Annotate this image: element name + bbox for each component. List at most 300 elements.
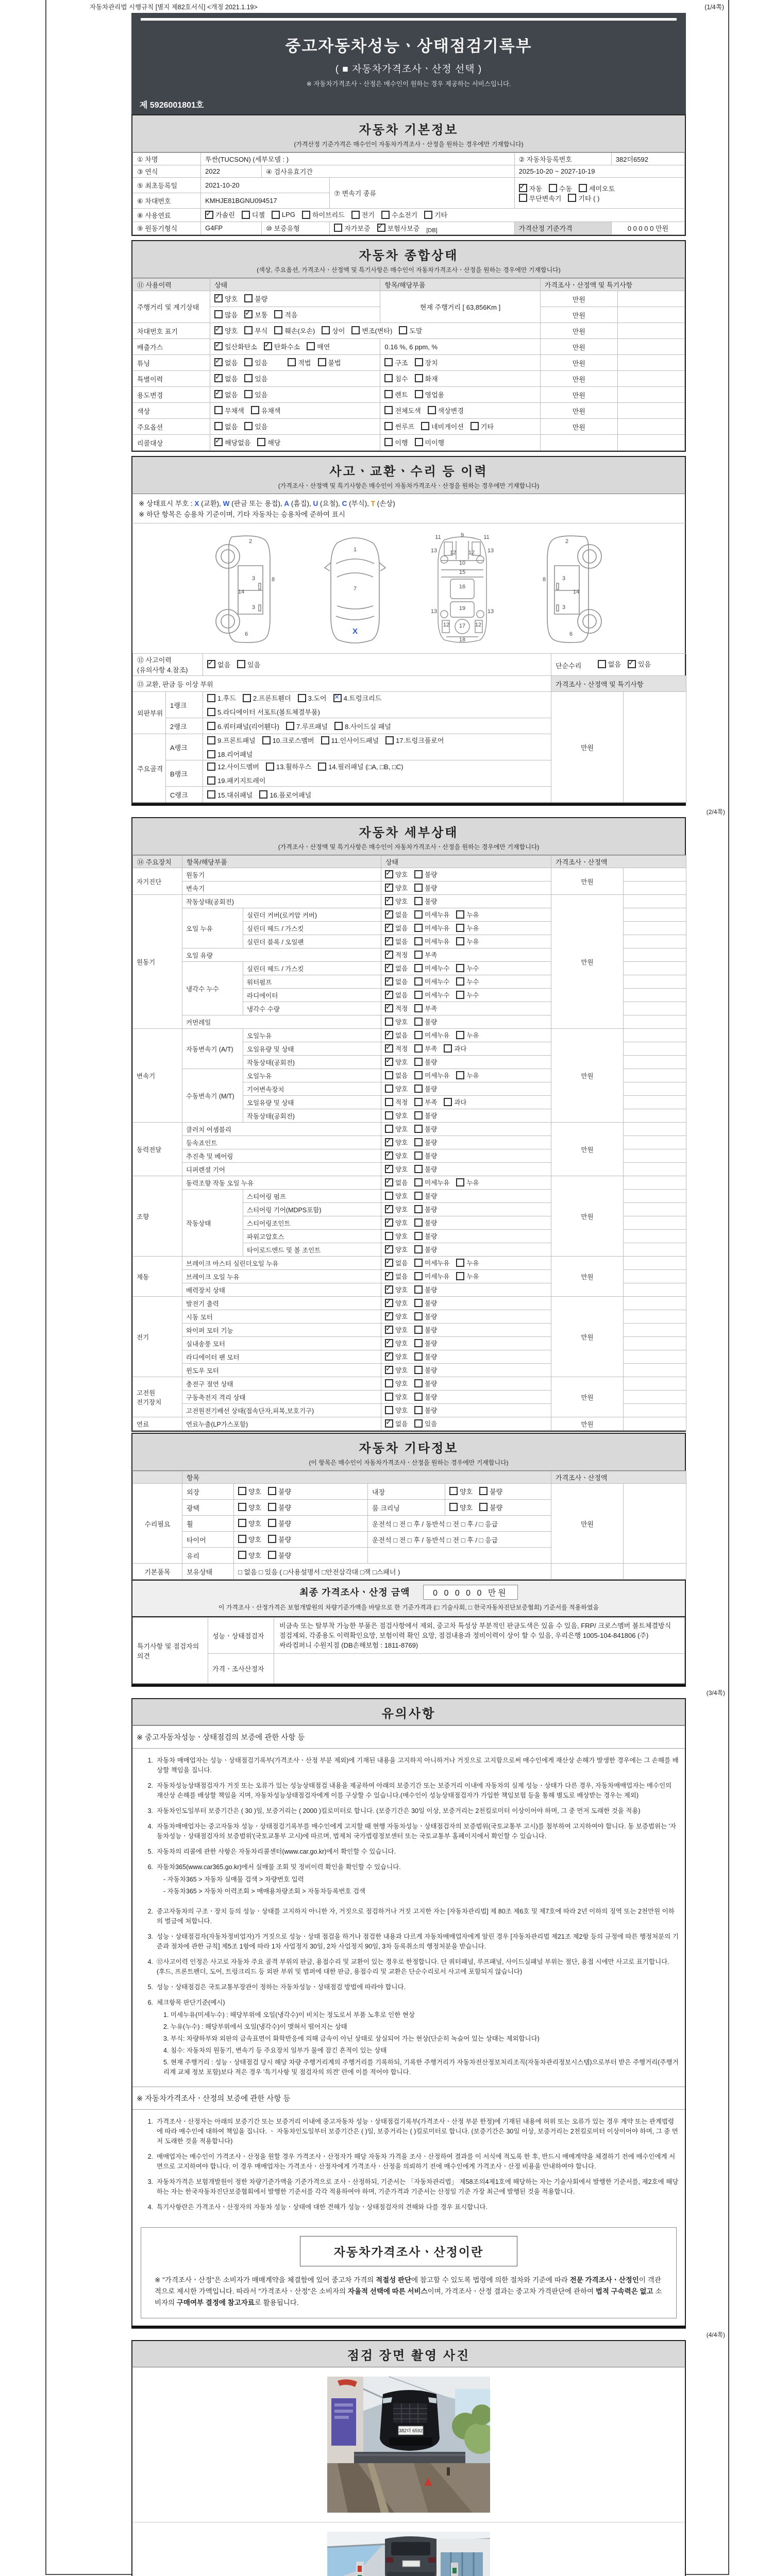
checkbox-label: 14.필러패널 (□A, □B, □C) xyxy=(328,763,404,771)
section-overall-title: 자동차 종합상태 xyxy=(359,249,459,263)
item-label: 실린더 헤드 / 가스킷 xyxy=(243,922,381,935)
checkbox[interactable] xyxy=(456,924,464,932)
checkbox[interactable] xyxy=(244,374,253,382)
checkbox-label: 탄화수소 xyxy=(274,343,300,351)
section-detail-note: (가격조사ㆍ산정액 및 특기사항은 매수인이 자동차가격조사ㆍ산정을 원하는 경우에만 기재합니다) xyxy=(278,843,540,851)
checkbox[interactable] xyxy=(414,1406,423,1414)
checkbox[interactable] xyxy=(385,1058,393,1066)
checkbox-option xyxy=(238,1486,261,1496)
checkbox[interactable] xyxy=(385,1285,393,1294)
checkbox-label: 있음 xyxy=(425,1420,438,1428)
checkbox-label: 적정 xyxy=(395,1045,408,1053)
checkbox[interactable] xyxy=(414,1071,423,1079)
checkbox[interactable] xyxy=(414,1232,423,1240)
checkbox[interactable] xyxy=(385,1111,393,1120)
checkbox[interactable] xyxy=(414,1285,423,1294)
checkbox[interactable] xyxy=(414,884,423,892)
checkbox[interactable] xyxy=(414,897,423,905)
checkbox[interactable] xyxy=(449,1503,458,1511)
checkbox-option xyxy=(385,923,408,933)
checkbox[interactable] xyxy=(244,326,253,334)
checkbox-option xyxy=(385,1004,408,1013)
checkbox[interactable] xyxy=(238,1535,246,1543)
checkbox[interactable] xyxy=(384,374,393,382)
usage-history-row xyxy=(133,371,685,387)
checkbox-option xyxy=(268,1518,291,1528)
checkbox-option xyxy=(377,223,420,233)
checkbox-label: 양호 xyxy=(395,1299,408,1307)
checkbox[interactable] xyxy=(207,750,215,758)
checkbox[interactable] xyxy=(214,326,223,334)
checkbox[interactable] xyxy=(214,390,223,398)
price-cell: 만원 xyxy=(551,692,624,803)
checkbox[interactable] xyxy=(384,422,393,430)
note-cell xyxy=(624,1190,686,1203)
detail-row xyxy=(133,868,686,882)
pricing-text-segment: 에 참고할 수 있도록 법령에 의한 절차와 기준에 따라 xyxy=(411,2276,570,2284)
checkbox[interactable] xyxy=(444,1044,452,1053)
notice-item-number: 4. xyxy=(147,1823,153,1830)
checkbox[interactable] xyxy=(318,762,326,771)
damage-x-mark-trunk-lid: X xyxy=(352,627,358,636)
checkbox[interactable] xyxy=(456,937,464,945)
checkbox[interactable] xyxy=(272,211,280,219)
checkbox[interactable] xyxy=(385,1084,393,1093)
checkbox-label: 불량 xyxy=(490,1503,503,1512)
checkbox[interactable] xyxy=(207,660,215,668)
pricing-bold-text: 법적 구속력은 없고 xyxy=(595,2287,653,2295)
checkbox[interactable] xyxy=(414,1259,423,1267)
checkbox[interactable] xyxy=(207,776,215,785)
item-label: 라디에이터 xyxy=(243,989,381,1002)
checkbox[interactable] xyxy=(259,790,267,799)
checkbox[interactable] xyxy=(266,762,274,771)
note-cell xyxy=(617,339,684,355)
checkbox[interactable] xyxy=(274,310,282,318)
checkbox[interactable] xyxy=(385,1352,393,1361)
document-subtitle: ( ■ 자동차가격조사ㆍ산정 선택 ) xyxy=(335,64,482,75)
final-price-label: 최종 가격조사ㆍ산정 금액 xyxy=(299,1587,410,1598)
checkbox[interactable] xyxy=(334,224,342,232)
fuel-type-options xyxy=(201,209,685,222)
checkbox-label: 불량 xyxy=(425,1125,438,1133)
checkbox[interactable] xyxy=(385,1326,393,1334)
checkbox-label: 양호 xyxy=(395,1085,408,1093)
checkbox[interactable] xyxy=(385,1232,393,1240)
checkbox[interactable] xyxy=(214,358,223,366)
checkbox[interactable] xyxy=(243,694,251,702)
checkbox[interactable] xyxy=(207,722,215,730)
checkbox-option xyxy=(214,405,244,415)
detail-row xyxy=(133,895,686,908)
etc-head-price: 가격조사ㆍ산정액 xyxy=(551,1471,686,1484)
checkbox[interactable] xyxy=(244,422,253,430)
checkbox[interactable] xyxy=(415,390,423,398)
checkbox-option xyxy=(244,326,267,335)
checkbox[interactable] xyxy=(456,1272,464,1280)
checkbox[interactable] xyxy=(207,694,215,702)
checkbox[interactable] xyxy=(334,722,343,730)
checkbox[interactable] xyxy=(598,660,606,668)
checkbox[interactable] xyxy=(264,342,272,350)
checkbox[interactable] xyxy=(414,1326,423,1334)
checkbox[interactable] xyxy=(414,1192,423,1200)
checkbox-option xyxy=(318,358,341,367)
checkbox[interactable] xyxy=(628,660,636,668)
checkbox[interactable] xyxy=(519,194,527,202)
checkbox[interactable] xyxy=(238,1551,246,1559)
checkbox-label: 누유 xyxy=(466,1031,479,1039)
checkbox[interactable] xyxy=(414,910,423,919)
checkbox[interactable] xyxy=(456,910,464,919)
checkbox-label: 무채색 xyxy=(225,406,244,415)
checkbox[interactable] xyxy=(351,326,360,334)
checkbox[interactable] xyxy=(384,406,393,414)
checkbox-label: 불량 xyxy=(425,1406,438,1414)
checkbox[interactable] xyxy=(207,708,215,716)
note-cell xyxy=(624,1069,686,1082)
notice-item-number: 2. xyxy=(147,1782,153,1789)
checkbox[interactable] xyxy=(214,438,223,446)
diagram-part-number: 1 xyxy=(353,547,357,553)
checkbox[interactable] xyxy=(414,1218,423,1227)
checkbox-option xyxy=(414,1365,437,1375)
final-price-note: 이 가격조사ㆍ산정가격은 보험개발원의 차량기준가액을 바탕으로 한 기준가격과 (□ 기술사회, □ 한국자동차진단보증협회) 기준서를 적용하였음 xyxy=(218,1604,599,1611)
checkbox[interactable] xyxy=(321,736,329,744)
checkbox[interactable] xyxy=(456,1259,464,1267)
checkbox[interactable] xyxy=(414,1178,423,1187)
checkbox[interactable] xyxy=(244,358,253,366)
checkbox[interactable] xyxy=(414,1084,423,1093)
note-cell xyxy=(624,1149,686,1163)
checkbox[interactable] xyxy=(414,1272,423,1280)
notice-item-text: 특기사항란은 가격조사ㆍ산정자의 자동차 성능ㆍ상태에 대한 견해가 성능ㆍ상태점검자의 견해와 다를 경우 표시합니다. xyxy=(157,2204,488,2211)
checkbox[interactable] xyxy=(414,1004,423,1012)
checkbox[interactable] xyxy=(385,1259,393,1267)
checkbox[interactable] xyxy=(268,1503,276,1511)
checkbox-option xyxy=(318,761,403,771)
checkbox[interactable] xyxy=(414,1098,423,1106)
checkbox[interactable] xyxy=(385,870,393,878)
checkbox-option xyxy=(414,1325,437,1334)
checkbox-option xyxy=(414,937,449,946)
checkbox[interactable] xyxy=(456,1031,464,1039)
checkbox[interactable] xyxy=(307,342,315,350)
pricing-text-segment: 이며, 가격조사ㆍ산정 결과는 중고차 가격판단에 관하여 xyxy=(427,2287,596,2295)
checkbox[interactable] xyxy=(286,722,294,730)
checkbox[interactable] xyxy=(257,438,265,446)
checkbox[interactable] xyxy=(214,422,223,430)
checkbox[interactable] xyxy=(456,1071,464,1079)
checkbox-option xyxy=(385,910,408,919)
checkbox[interactable] xyxy=(414,870,423,878)
checkbox[interactable] xyxy=(414,1125,423,1133)
item-label: 브레이크 오일 누유 xyxy=(182,1270,381,1283)
checkbox[interactable] xyxy=(424,211,432,219)
repair-position-options: 운전석 □ 전 □ 후 / 동반석 □ 전 □ 후 / □ 응급 xyxy=(368,1516,551,1532)
checkbox[interactable] xyxy=(251,406,259,414)
checkbox[interactable] xyxy=(385,1165,393,1173)
note-cell xyxy=(624,989,686,1002)
checkbox-label: 하이브리드 xyxy=(312,211,345,219)
checkbox-label: 누유 xyxy=(466,1259,479,1267)
detail-condition-table xyxy=(132,855,686,1431)
item-label: 냉각수 수량 xyxy=(243,1002,381,1015)
checkbox[interactable] xyxy=(579,184,587,192)
checkbox[interactable] xyxy=(456,977,464,986)
notice-item xyxy=(140,2177,679,2197)
checkbox[interactable] xyxy=(414,964,423,972)
checkbox[interactable] xyxy=(205,211,213,219)
model-year-value: 2022 xyxy=(201,165,262,178)
checkbox[interactable] xyxy=(470,422,479,430)
checkbox[interactable] xyxy=(414,1312,423,1320)
checkbox[interactable] xyxy=(414,937,423,945)
checkbox[interactable] xyxy=(414,1151,423,1160)
checkbox-label: 불량 xyxy=(425,1058,438,1066)
checkbox[interactable] xyxy=(244,390,253,398)
checkbox[interactable] xyxy=(238,1503,246,1511)
checkbox[interactable] xyxy=(415,374,423,382)
note-cell xyxy=(617,355,684,371)
checkbox[interactable] xyxy=(385,977,393,986)
checkbox[interactable] xyxy=(385,937,393,945)
checkbox[interactable] xyxy=(244,310,253,318)
checkbox[interactable] xyxy=(385,924,393,932)
checkbox[interactable] xyxy=(414,1245,423,1253)
checkbox[interactable] xyxy=(384,390,393,398)
checkbox-label: 기타 ( ) xyxy=(578,194,600,202)
inspection-photo-front-underbody xyxy=(327,2372,490,2517)
checkbox[interactable] xyxy=(568,194,576,202)
checkbox[interactable] xyxy=(414,1018,423,1026)
checkbox[interactable] xyxy=(214,374,223,382)
checkbox[interactable] xyxy=(244,294,253,302)
checkbox[interactable] xyxy=(385,1218,393,1227)
checkbox-option xyxy=(214,389,238,399)
checkbox[interactable] xyxy=(414,1339,423,1347)
repair-item-options xyxy=(234,1484,368,1500)
checkbox[interactable] xyxy=(214,342,223,350)
checkbox[interactable] xyxy=(238,1519,246,1527)
checkbox[interactable] xyxy=(421,422,429,430)
checkbox[interactable] xyxy=(384,438,393,446)
checkbox-label: 양호 xyxy=(225,295,238,303)
checkbox[interactable] xyxy=(377,224,385,232)
status-cell xyxy=(381,922,551,935)
panel-abnormal-label: ⑬ 교환, 판금 등 이상 부위 xyxy=(133,676,551,692)
checkbox[interactable] xyxy=(385,964,393,972)
checkbox[interactable] xyxy=(302,211,310,219)
checkbox-option xyxy=(207,761,259,771)
checkbox-label: 불량 xyxy=(425,1206,438,1213)
checkbox-option xyxy=(207,707,320,717)
checkbox[interactable] xyxy=(456,991,464,999)
checkbox-label: 미세누수 xyxy=(425,978,450,986)
repair-item-options xyxy=(368,1548,551,1564)
checkbox[interactable] xyxy=(262,736,271,744)
checkbox[interactable] xyxy=(207,736,215,744)
checkbox[interactable] xyxy=(414,1366,423,1374)
checkbox[interactable] xyxy=(399,326,407,334)
checkbox[interactable] xyxy=(268,1535,276,1543)
rank-label: C랭크 xyxy=(166,787,203,803)
checkbox[interactable] xyxy=(414,1393,423,1401)
checkbox[interactable] xyxy=(479,1487,488,1495)
item-cell: 현재 주행거리 [ 63,856Km ] xyxy=(380,291,540,323)
checkbox[interactable] xyxy=(385,1205,393,1213)
note-cell xyxy=(617,371,684,387)
checkbox-label: 양호 xyxy=(248,1487,262,1496)
checkbox[interactable] xyxy=(549,184,557,192)
checkbox[interactable] xyxy=(381,211,390,219)
checkbox-label: 부족 xyxy=(425,951,438,959)
checkbox[interactable] xyxy=(414,991,423,999)
checkbox[interactable] xyxy=(385,1272,393,1280)
checkbox-label: 양호 xyxy=(395,1192,408,1200)
checkbox[interactable] xyxy=(385,1393,393,1401)
item-label: 기어변속장치 xyxy=(243,1082,381,1096)
checkbox[interactable] xyxy=(385,897,393,905)
legend-text: (교환), xyxy=(199,500,223,507)
checkbox[interactable] xyxy=(237,660,245,668)
section-etc-header xyxy=(131,1433,686,1471)
checkbox[interactable] xyxy=(414,977,423,986)
checkbox[interactable] xyxy=(449,1487,458,1495)
checkbox[interactable] xyxy=(415,438,423,446)
checkbox[interactable] xyxy=(268,1519,276,1527)
checkbox[interactable] xyxy=(385,1379,393,1387)
checkbox[interactable] xyxy=(385,1245,393,1253)
checkbox[interactable] xyxy=(385,1004,393,1012)
checkbox[interactable] xyxy=(385,884,393,892)
checkbox[interactable] xyxy=(414,951,423,959)
checkbox[interactable] xyxy=(385,1071,393,1079)
checkbox-option xyxy=(424,210,447,219)
checkbox[interactable] xyxy=(318,358,326,366)
overall-table-frame xyxy=(131,278,686,452)
checkbox[interactable] xyxy=(268,1487,276,1495)
checkbox-option xyxy=(415,374,438,383)
checkbox[interactable] xyxy=(385,1366,393,1374)
checkbox[interactable] xyxy=(385,1018,393,1026)
checkbox-option xyxy=(519,183,542,193)
repair-item-label: 광택 xyxy=(182,1500,234,1516)
checkbox[interactable] xyxy=(385,1406,393,1414)
checkbox[interactable] xyxy=(214,406,223,414)
checkbox[interactable] xyxy=(414,1352,423,1361)
notice-subitem: 1. 미세누유(미세누수) : 해당부위에 오일(냉각수)이 비치는 정도로서 부품 노후로 인한 현상 xyxy=(163,2011,415,2019)
checkbox-option xyxy=(456,963,479,973)
checkbox[interactable] xyxy=(242,211,250,219)
checkbox[interactable] xyxy=(479,1503,488,1511)
checkbox-label: 영업용 xyxy=(425,391,445,399)
checkbox[interactable] xyxy=(385,1339,393,1347)
checkbox[interactable] xyxy=(385,1044,393,1053)
checkbox[interactable] xyxy=(207,762,215,771)
checkbox[interactable] xyxy=(456,964,464,972)
checkbox[interactable] xyxy=(444,1098,452,1106)
checkbox-option xyxy=(298,693,327,703)
checkbox[interactable] xyxy=(288,358,296,366)
checkbox[interactable] xyxy=(414,1205,423,1213)
checkbox[interactable] xyxy=(428,406,436,414)
diagram-part-number: 8 xyxy=(542,577,546,583)
checkbox[interactable] xyxy=(207,790,215,799)
pricing-bold-text: 자율적 선택에 따른 서비스 xyxy=(347,2287,428,2295)
checkbox[interactable] xyxy=(414,1138,423,1146)
status-cell xyxy=(381,1123,551,1136)
notice-item xyxy=(140,1982,679,1992)
checkbox-label: 미세누유 xyxy=(425,924,450,932)
checkbox[interactable] xyxy=(385,1151,393,1160)
pricing-bold-text: 구매여부 결정에 참고자료 xyxy=(176,2299,255,2307)
notice-item-text: 자동차매매업자는 중고자동차 성능ㆍ상태점검기록부를 매수인에게 고지할 때 현행 자동차성능ㆍ상태점검자의 보증범위(국토교통부 고시)를 첨부하여 고지하여야 합니다. 동 보증범위는 '자동차성능ㆍ상태점검자의 보증범위'(국토교통부 고시)에 따르며, 법제처 국가법령정보센터 또는 국토교통부 홈페이지에서 확인할 수 있습니다. xyxy=(157,1823,677,1840)
checkbox[interactable] xyxy=(414,1058,423,1066)
checkbox[interactable] xyxy=(322,326,330,334)
checkbox[interactable] xyxy=(385,910,393,919)
checkbox[interactable] xyxy=(414,1299,423,1307)
checkbox-option xyxy=(456,1071,479,1080)
checkbox[interactable] xyxy=(385,1098,393,1106)
overall-head-price: 가격조사ㆍ산정액 및 특기사항 xyxy=(540,279,684,291)
checkbox[interactable] xyxy=(385,951,393,959)
checkbox-label: 양호 xyxy=(395,1232,408,1240)
checkbox[interactable] xyxy=(298,694,306,702)
checkbox[interactable] xyxy=(414,1379,423,1387)
usage-history-row xyxy=(133,339,685,355)
repair-item-label: 유리 xyxy=(182,1548,234,1564)
checkbox[interactable] xyxy=(238,1487,246,1495)
checkbox[interactable] xyxy=(385,1299,393,1307)
checkbox[interactable] xyxy=(214,310,223,318)
checkbox[interactable] xyxy=(385,1178,393,1187)
checkbox[interactable] xyxy=(385,1312,393,1320)
checkbox[interactable] xyxy=(385,736,394,744)
checkbox[interactable] xyxy=(351,211,360,219)
checkbox[interactable] xyxy=(456,1178,464,1187)
checkbox[interactable] xyxy=(414,1165,423,1173)
checkbox-label: 19.패키지트레이 xyxy=(217,777,266,785)
notice-subitem: - 자동차365 > 자동차 실매물 검색 > 차량번호 입력 xyxy=(163,1876,304,1883)
checkbox[interactable] xyxy=(384,358,393,366)
checkbox[interactable] xyxy=(274,326,282,334)
checkbox[interactable] xyxy=(414,1111,423,1120)
checkbox[interactable] xyxy=(519,184,527,192)
checkbox[interactable] xyxy=(385,991,393,999)
checkbox[interactable] xyxy=(333,694,342,702)
checkbox[interactable] xyxy=(385,1031,393,1039)
note-cell xyxy=(624,1123,686,1136)
checkbox[interactable] xyxy=(414,1031,423,1039)
checkbox[interactable] xyxy=(414,924,423,932)
checkbox[interactable] xyxy=(414,1419,423,1428)
item-label: 시동 모터 xyxy=(182,1310,381,1324)
checkbox[interactable] xyxy=(385,1192,393,1200)
checkbox-label: 해당 xyxy=(267,438,281,447)
checkbox[interactable] xyxy=(385,1138,393,1146)
checkbox[interactable] xyxy=(414,1044,423,1053)
checkbox[interactable] xyxy=(268,1551,276,1559)
checkbox-option xyxy=(385,1245,408,1254)
checkbox[interactable] xyxy=(214,294,223,302)
notice-item-text: 체크항목 판단기준(예시) xyxy=(157,1999,225,2006)
checkbox-label: 기타 xyxy=(480,422,494,431)
checkbox[interactable] xyxy=(385,1419,393,1428)
checkbox[interactable] xyxy=(385,1125,393,1133)
item-label: 추진축 및 베어링 xyxy=(182,1149,381,1163)
checkbox[interactable] xyxy=(415,358,423,366)
